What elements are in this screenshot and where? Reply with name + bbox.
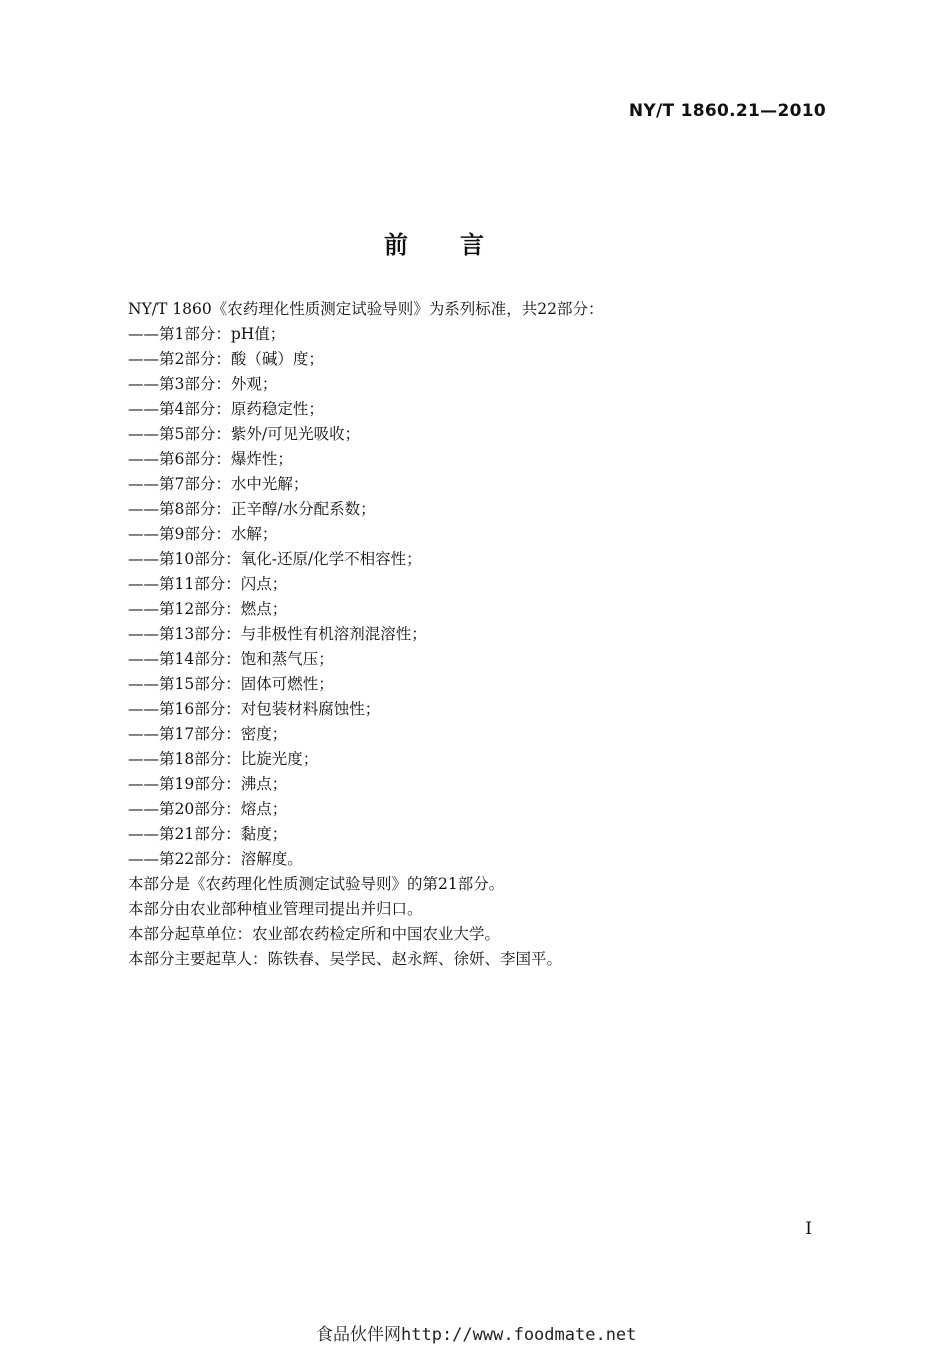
list-item: ——第9部分：水解； (128, 525, 278, 543)
list-item: ——第21部分：黏度； (128, 825, 288, 843)
body-paragraph: 本部分是《农药理化性质测定试验导则》的第21部分。 (128, 875, 505, 893)
standard-number: NY/T 1860.21—2010 (628, 101, 826, 121)
body-paragraph: 本部分起草单位：农业部农药检定所和中国农业大学。 (128, 925, 501, 943)
page-number: I (805, 1219, 812, 1239)
list-item: ——第11部分：闪点； (128, 575, 288, 593)
intro-paragraph: NY/T 1860《农药理化性质测定试验导则》为系列标准，共22部分： (128, 300, 604, 318)
list-item: ——第19部分：沸点； (128, 775, 288, 793)
list-item: ——第12部分：燃点； (128, 600, 288, 618)
watermark-text: 食品伙伴网http://www.foodmate.net (316, 1325, 637, 1345)
list-item: ——第16部分：对包装材料腐蚀性； (128, 700, 381, 718)
list-item: ——第18部分：比旋光度； (128, 750, 319, 768)
list-item: ——第3部分：外观； (128, 375, 278, 393)
list-item: ——第15部分：固体可燃性； (128, 675, 334, 693)
page-title: 前言 (384, 231, 536, 259)
list-item: ——第22部分：溶解度。 (128, 850, 303, 868)
list-item: ——第2部分：酸（碱）度； (128, 350, 324, 368)
body-paragraph: 本部分由农业部种植业管理司提出并归口。 (128, 900, 423, 918)
document-body (128, 297, 828, 972)
list-item: ——第8部分：正辛醇/水分配系数； (128, 500, 376, 518)
list-item: ——第13部分：与非极性有机溶剂混溶性； (128, 625, 427, 643)
list-item: ——第20部分：熔点； (128, 800, 288, 818)
list-item: ——第7部分：水中光解； (128, 475, 309, 493)
parts-list (128, 322, 828, 872)
list-item: ——第1部分：pH值； (128, 325, 286, 343)
list-item: ——第10部分：氧化-还原/化学不相容性； (128, 550, 422, 568)
list-item: ——第14部分：饱和蒸气压； (128, 650, 334, 668)
list-item: ——第17部分：密度； (128, 725, 288, 743)
body-paragraph: 本部分主要起草人：陈铁春、吴学民、赵永辉、徐妍、李国平。 (128, 950, 563, 968)
list-item: ——第5部分：紫外/可见光吸收； (128, 425, 361, 443)
list-item: ——第6部分：爆炸性； (128, 450, 293, 468)
list-item: ——第4部分：原药稳定性； (128, 400, 324, 418)
